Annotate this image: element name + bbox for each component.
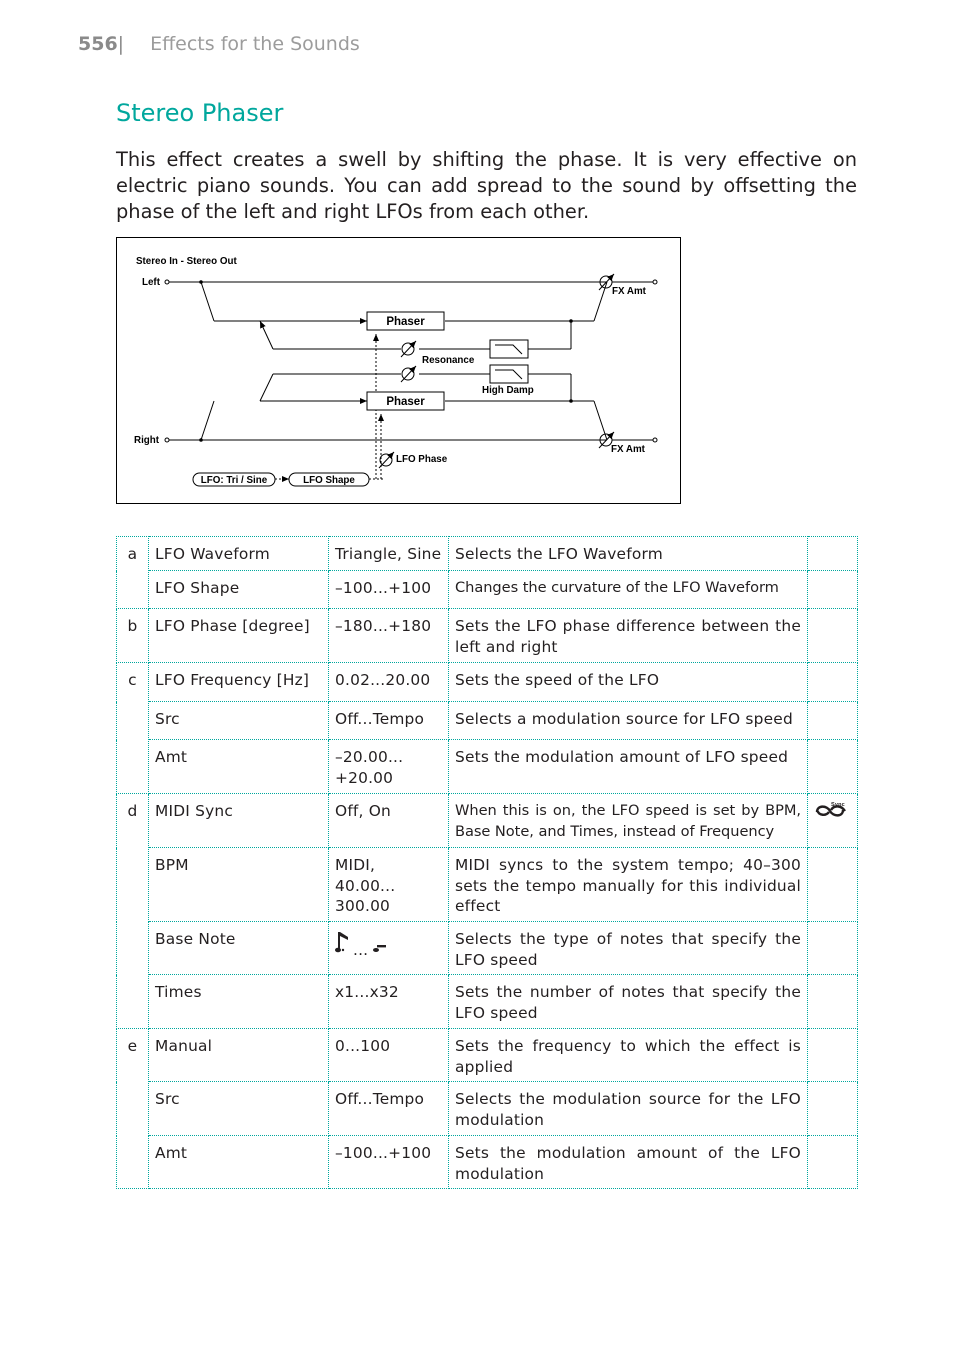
lfo-wave-label: LFO: Tri / Sine xyxy=(200,475,268,486)
note-icon xyxy=(373,929,387,961)
param-name: Src xyxy=(149,702,329,740)
high-damp-label: High Damp xyxy=(482,385,534,396)
lfo-phase-label: LFO Phase xyxy=(396,454,448,465)
param-name: MIDI Sync xyxy=(149,794,329,848)
param-range: –100...+100 xyxy=(329,571,449,609)
param-range: 0...100 xyxy=(329,1029,449,1082)
param-icon-cell xyxy=(808,1136,858,1189)
section-title: Effects for the Sounds xyxy=(150,33,360,55)
table-row xyxy=(117,740,858,794)
table-row xyxy=(117,1029,858,1082)
param-name: LFO Frequency [Hz] xyxy=(149,663,329,702)
param-description: Selects a modulation source for LFO speed xyxy=(449,702,808,740)
effect-title: Stereo Phaser xyxy=(116,99,284,127)
param-name: LFO Waveform xyxy=(149,537,329,571)
param-name: BPM xyxy=(149,848,329,922)
table-row xyxy=(117,609,858,663)
high-damp-filter-icons xyxy=(490,340,528,383)
param-description: Selects the LFO Waveform xyxy=(449,537,808,571)
fx-amt-bottom-label: FX Amt xyxy=(611,444,645,455)
parameter-table xyxy=(116,536,858,1189)
param-icon-cell xyxy=(808,794,858,848)
param-name: Manual xyxy=(149,1029,329,1082)
param-description: Sets the speed of the LFO xyxy=(449,663,808,702)
param-name: Times xyxy=(149,975,329,1029)
group-letter: b xyxy=(117,609,149,663)
header-separator: | xyxy=(117,33,125,55)
param-name: LFO Shape xyxy=(149,571,329,609)
param-icon-cell xyxy=(808,740,858,794)
right-input-label: Right xyxy=(134,435,160,446)
group-letter: a xyxy=(117,537,149,609)
page-number: 556 xyxy=(78,33,118,55)
page-header xyxy=(78,33,360,55)
param-description: Sets the modulation amount of LFO speed xyxy=(449,740,808,794)
sync-icon xyxy=(814,801,848,821)
fx-amt-top-label: FX Amt xyxy=(612,286,646,297)
param-description: Selects the type of notes that specify the LFO speed xyxy=(449,922,808,975)
phaser-top-label: Phaser xyxy=(386,316,425,328)
param-description: Changes the curvature of the LFO Waveform xyxy=(449,571,808,609)
phaser-bottom-label: Phaser xyxy=(386,396,425,408)
table-row xyxy=(117,1136,858,1189)
left-input-label: Left xyxy=(142,277,160,288)
param-range: –180...+180 xyxy=(329,609,449,663)
param-description: MIDI syncs to the system tempo; 40–300 sets the tempo manually for this individual effect xyxy=(449,848,808,922)
param-description: Sets the frequency to which the effect is applied xyxy=(449,1029,808,1082)
param-icon-cell xyxy=(808,571,858,609)
group-letter: c xyxy=(117,663,149,794)
param-description: Selects the modulation source for the LFO modulation xyxy=(449,1082,808,1136)
param-name: Amt xyxy=(149,1136,329,1189)
junction-dots xyxy=(199,280,573,442)
param-range: x1...x32 xyxy=(329,975,449,1029)
table-row xyxy=(117,975,858,1029)
param-icon-cell xyxy=(808,537,858,571)
table-row xyxy=(117,794,858,848)
param-icon-cell xyxy=(808,922,858,975)
intro-paragraph: This effect creates a swell by shifting the phase. It is very effective on electric piano sounds. You can add spread to the sound by offsetting the phase of the left and right LFOs from each other. xyxy=(116,148,857,223)
param-name: Base Note xyxy=(149,922,329,975)
param-icon-cell xyxy=(808,663,858,702)
group-letter: e xyxy=(117,1029,149,1189)
param-description: Sets the number of notes that specify the LFO speed xyxy=(449,975,808,1029)
param-range: Off, On xyxy=(329,794,449,848)
table-row xyxy=(117,848,858,922)
param-icon-cell xyxy=(808,1082,858,1136)
base-note-range-text: ... xyxy=(353,941,369,959)
param-name: Src xyxy=(149,1082,329,1136)
param-description: When this is on, the LFO speed is set by BPM, Base Note, and Times, instead of Frequency xyxy=(449,794,808,848)
lfo-shape-label: LFO Shape xyxy=(303,475,355,486)
table-row xyxy=(117,702,858,740)
group-letter: d xyxy=(117,794,149,1029)
param-icon-cell xyxy=(808,848,858,922)
table-row xyxy=(117,922,858,975)
param-range: Off...Tempo xyxy=(329,1082,449,1136)
param-icon-cell xyxy=(808,975,858,1029)
table-row xyxy=(117,663,858,702)
resonance-label: Resonance xyxy=(422,355,475,366)
param-range: –20.00... +20.00 xyxy=(329,740,449,794)
param-range: Triangle, Sine xyxy=(329,537,449,571)
sync-icon-text: Sync xyxy=(831,802,845,808)
param-range: –100...+100 xyxy=(329,1136,449,1189)
table-row xyxy=(117,537,858,571)
param-icon-cell xyxy=(808,609,858,663)
param-name: LFO Phase [degree] xyxy=(149,609,329,663)
param-icon-cell xyxy=(808,702,858,740)
param-name: Amt xyxy=(149,740,329,794)
param-range: 0.02...20.00 xyxy=(329,663,449,702)
table-row xyxy=(117,571,858,609)
io-mode-label: Stereo In - Stereo Out xyxy=(136,256,237,267)
param-range: Off...Tempo xyxy=(329,702,449,740)
parameter-table-body xyxy=(117,537,858,1189)
param-icon-cell xyxy=(808,1029,858,1082)
param-range: MIDI, 40.00... 300.00 xyxy=(329,848,449,922)
param-description: Sets the modulation amount of the LFO modulation xyxy=(449,1136,808,1189)
io-terminals xyxy=(165,280,657,442)
signal-flow-diagram xyxy=(116,237,681,504)
table-row xyxy=(117,1082,858,1136)
param-description: Sets the LFO phase difference between the left and right xyxy=(449,609,808,663)
note-icon xyxy=(335,929,353,961)
param-range-cell xyxy=(329,922,449,975)
